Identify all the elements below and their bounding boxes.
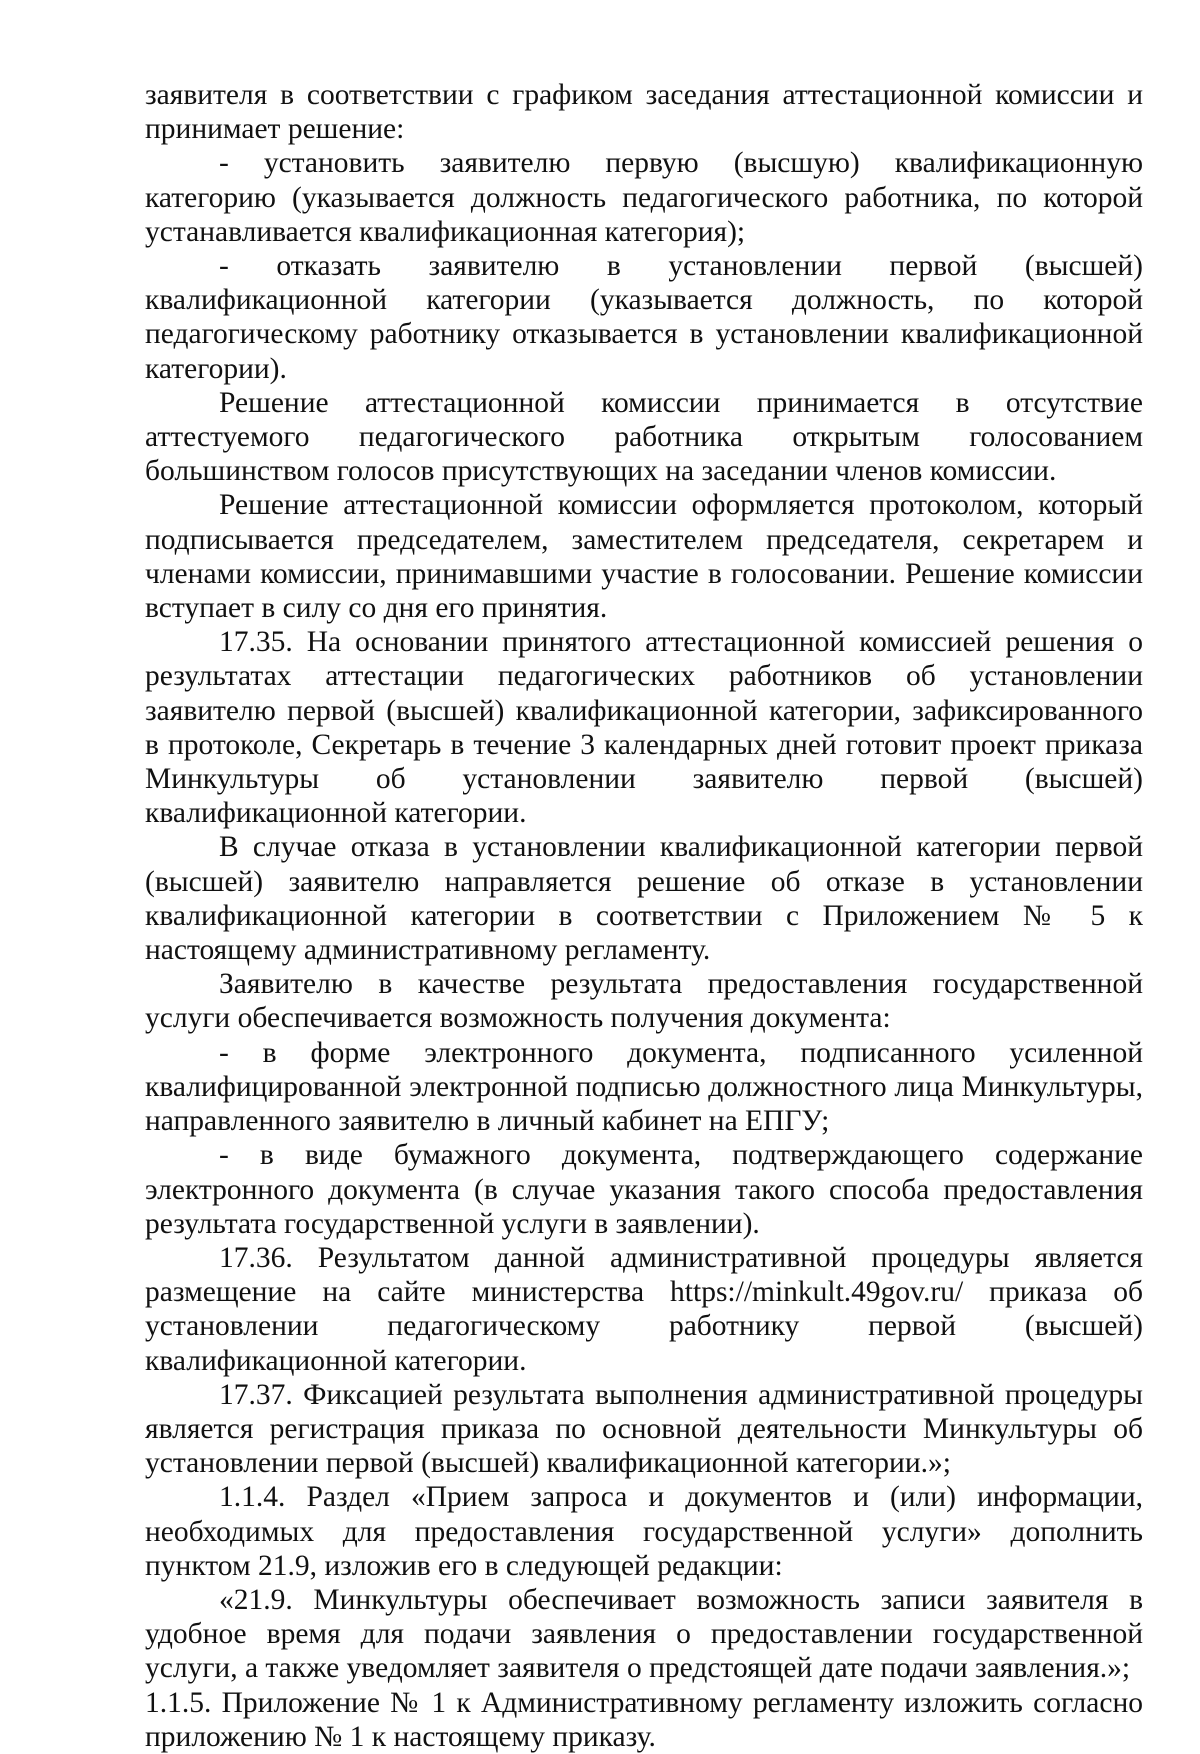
paragraph-1-1-5: 1.1.5. Приложение № 1 к Административному регламенту изложить согласно приложению № 1 к настоящему приказу. <box>145 1686 1143 1753</box>
paragraph-decision-protocol: Решение аттестационной комиссии оформляется протоколом, который подписывается председателем, заместителем председателя, секретарем и членами комиссии, принимавшими участие в голосовании. Решение комиссии вступает в силу со дня его принятия. <box>145 489 1143 625</box>
document-page <box>145 78 1143 1754</box>
paragraph-paper-document: - в виде бумажного документа, подтверждающего содержание электронного документа (в случае указания такого способа предоставления результата государственной услуги в заявлении). <box>145 1139 1143 1240</box>
paragraph-refusal: В случае отказа в установлении квалификационной категории первой (высшей) заявителю направляется решение об отказе в установлении квалификационной категории в соответствии с Приложением № 5 к настоящему административному регламенту. <box>145 831 1143 967</box>
paragraph-21-9: «21.9. Минкультуры обеспечивает возможность записи заявителя в удобное время для подачи заявления о предоставлении государственной услуги, а также уведомляет заявителя о предстоящей дате подачи заявления.»; <box>145 1583 1143 1685</box>
paragraph-17-35: 17.35. На основании принятого аттестационной комиссией решения о результатах аттестации педагогических работников об установлении заявителю первой (высшей) квалификационной категории, зафиксированного в протоколе, Секретарь в течение 3 календарных дней готовит проект приказа Минкультуры об установлении заявителю первой (высшей) квалификационной категории. <box>145 626 1143 830</box>
paragraph-option-refuse: - отказать заявителю в установлении первой (высшей) квалификационной категории (указывается должность, по которой педагогическому работнику отказывается в установлении квалификационной категории). <box>145 250 1143 385</box>
paragraph-17-37: 17.37. Фиксацией результата выполнения административной процедуры является регистрация приказа по основной деятельности Минкультуры об установлении первой (высшей) квалификационной категории.»; <box>145 1378 1143 1480</box>
paragraph-option-grant: - установить заявителю первую (высшую) квалификационную категорию (указывается должность педагогического работника, по которой устанавливается квалификационная категория); <box>145 147 1143 248</box>
paragraph-electronic-document: - в форме электронного документа, подписанного усиленной квалифицированной электронной подписью должностного лица Минкультуры, направленного заявителю в личный кабинет на ЕПГУ; <box>145 1036 1143 1138</box>
paragraph-decision-vote: Решение аттестационной комиссии принимается в отсутствие аттестуемого педагогического работника открытым голосованием большинством голосов присутствующих на заседании членов комиссии. <box>145 386 1143 488</box>
paragraph-continuation: заявителя в соответствии с графиком заседания аттестационной комиссии и принимает решение: <box>145 79 1143 146</box>
paragraph-result-options: Заявителю в качестве результата предоставления государственной услуги обеспечивается возможность получения документа: <box>145 968 1143 1035</box>
paragraph-1-1-4: 1.1.4. Раздел «Прием запроса и документов и (или) информации, необходимых для предоставления государственной услуги» дополнить пунктом 21.9, изложив его в следующей редакции: <box>145 1481 1143 1582</box>
paragraph-17-36: 17.36. Результатом данной административной процедуры является размещение на сайте министерства https://minkult.49gov.ru/ приказа об установлении педагогическому работнику первой (высшей) квалификационной категории. <box>145 1241 1143 1377</box>
